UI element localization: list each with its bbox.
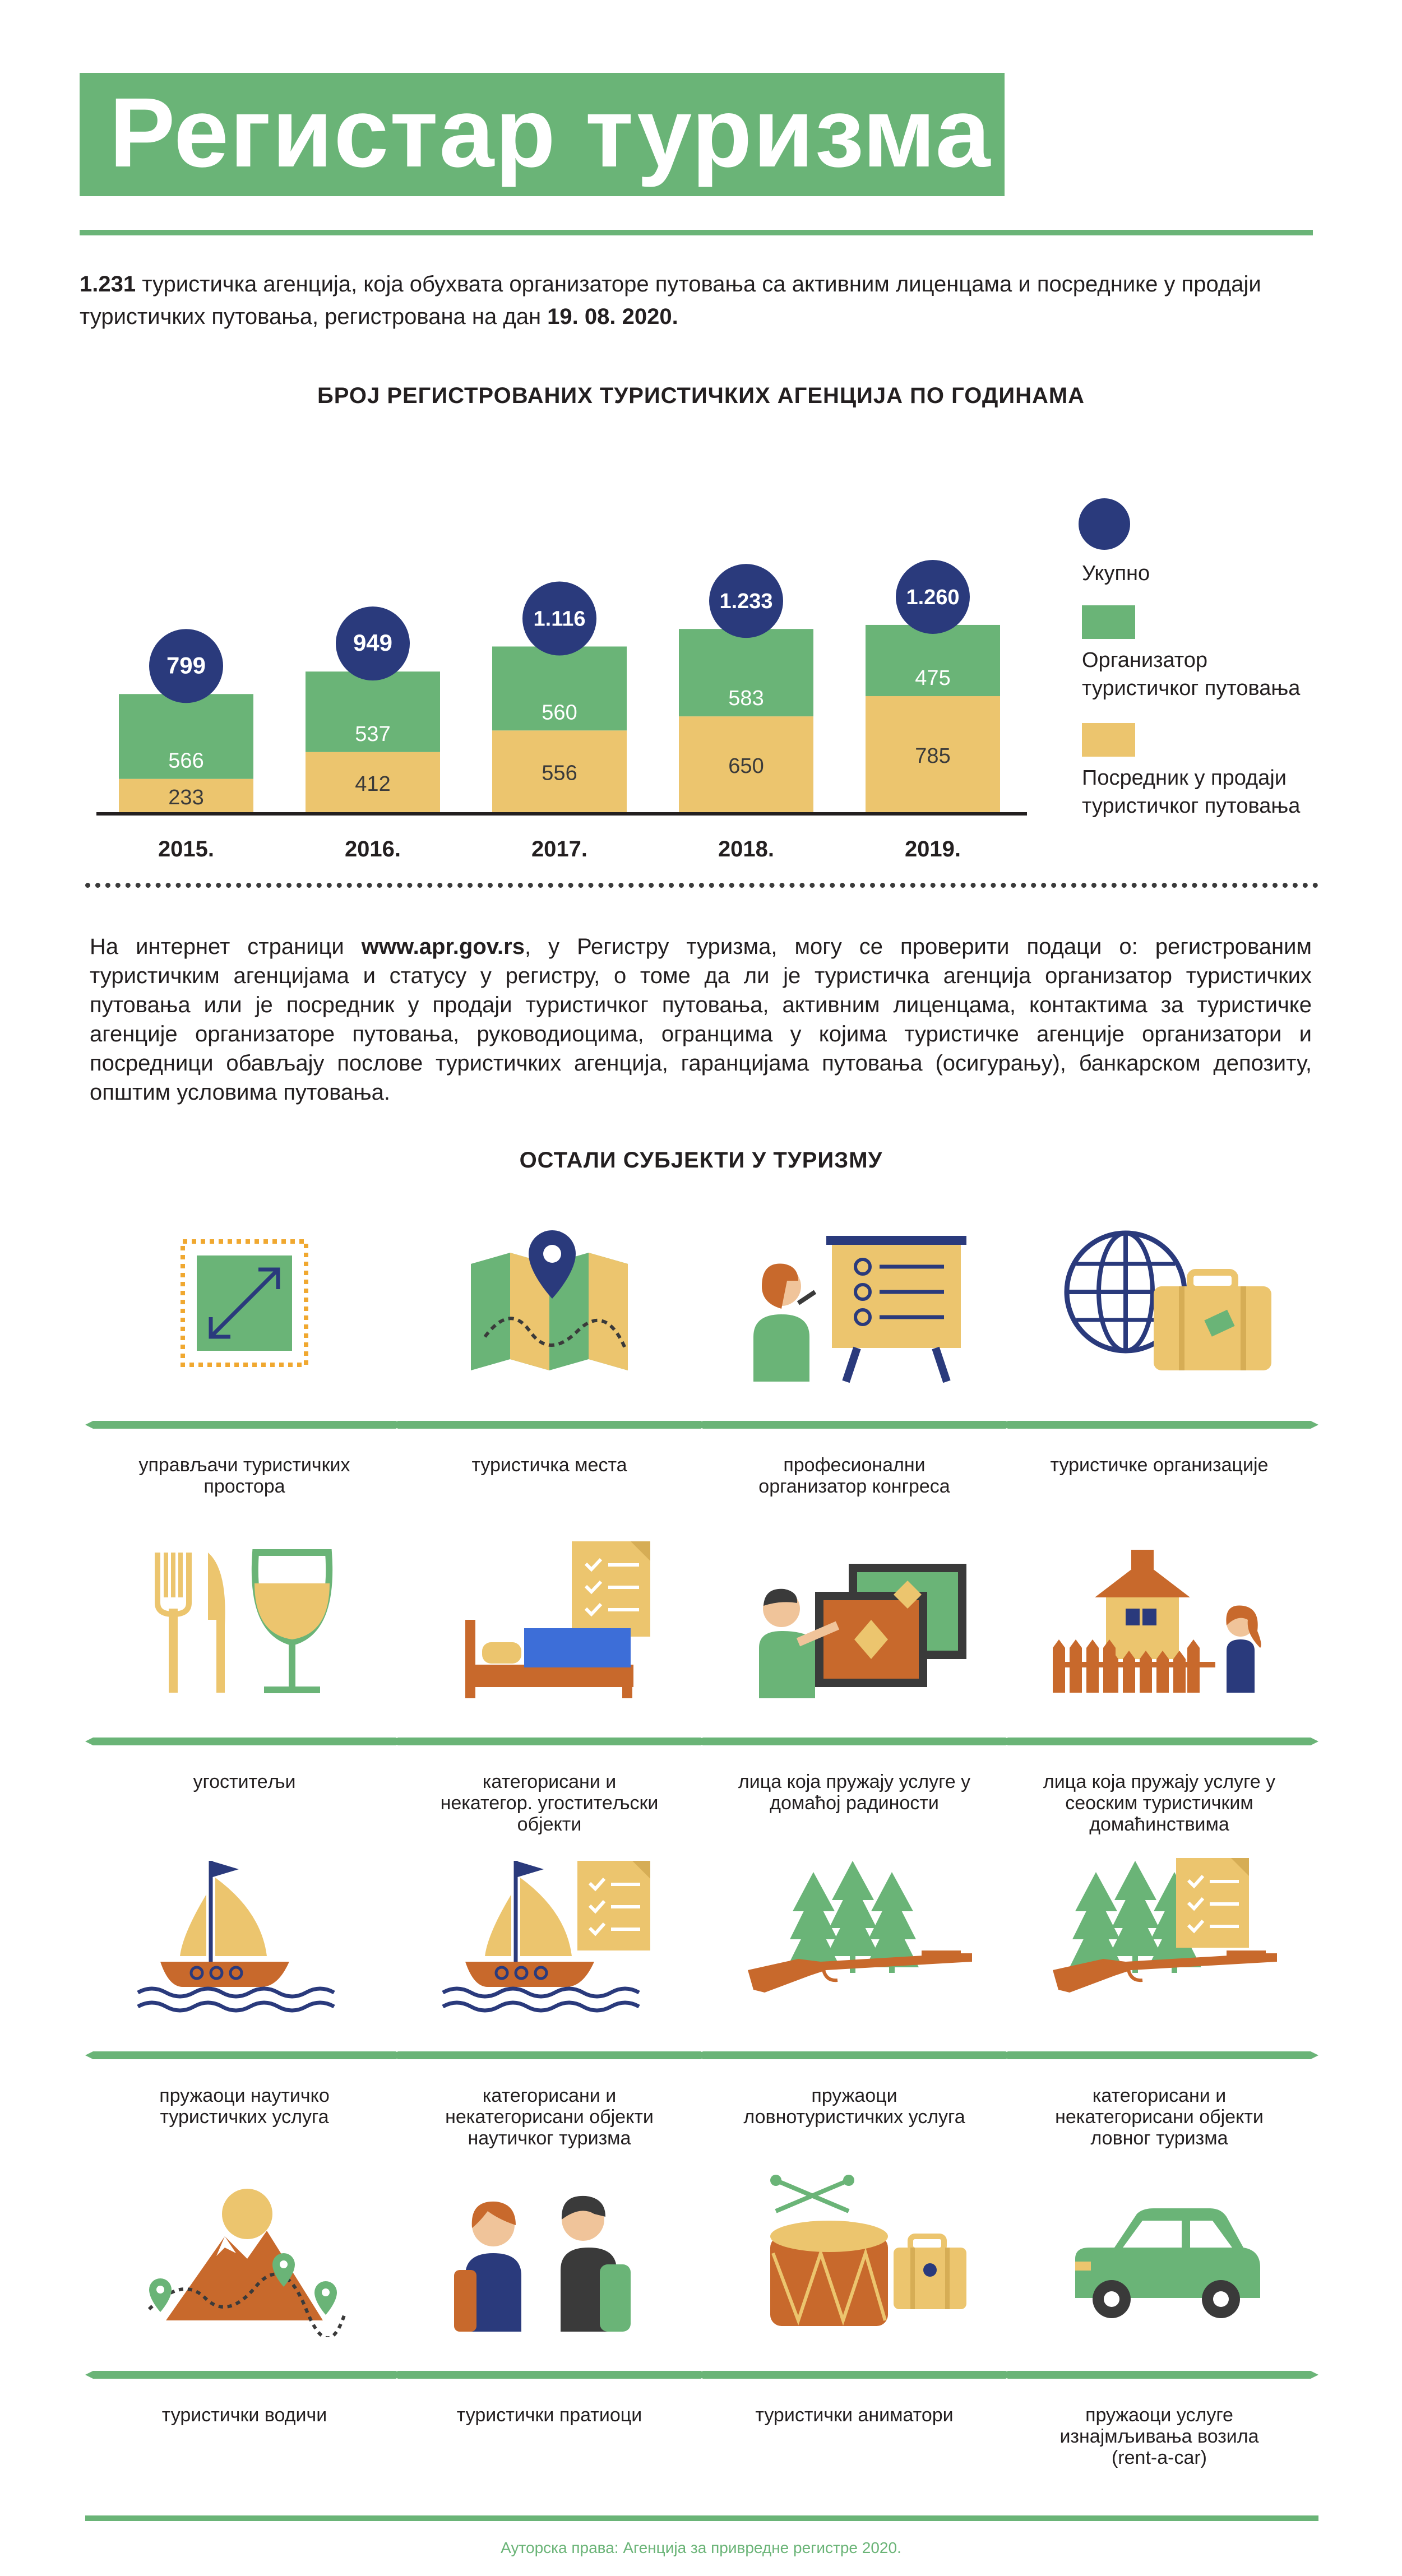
subject-divider: [1008, 2051, 1311, 2059]
info-paragraph: [90, 932, 1312, 1107]
chart-title: БРОЈ РЕГИСТРОВАНИХ ТУРИСТИЧКИХ АГЕНЦИЈА ПО ГОДИНАМА: [317, 383, 1085, 408]
subject-label: туристички аниматори: [755, 2404, 954, 2426]
legend-organizer-swatch: [1082, 605, 1135, 639]
page-title: Регистар туризма: [109, 78, 992, 188]
rural-house-icon: [1042, 1536, 1277, 1704]
map-pin-icon: [432, 1219, 667, 1387]
subject-label: туристички пратиоци: [456, 2404, 642, 2426]
x-tick-4: 2019.: [904, 837, 961, 861]
tour-companions-icon: [432, 2169, 667, 2337]
x-tick-1: 2016.: [344, 837, 401, 861]
section-title: ОСТАЛИ СУБЈЕКТИ У ТУРИЗМУ: [519, 1148, 883, 1173]
intro-count: 1.231: [80, 272, 136, 296]
subject-label: лица која пружају услуге у сеоским туристичким домаћинствима: [1043, 1771, 1276, 1835]
legend-agent-label: Посредник у продаји туристичког путовања: [1082, 766, 1301, 818]
label-organizer-4: 475: [915, 666, 951, 691]
x-tick-3: 2018.: [718, 837, 775, 861]
subject-label: угоститељи: [193, 1771, 296, 1792]
subject-divider: [1008, 1738, 1311, 1745]
subject-label: лица која пружају услуге у домаћој радиности: [738, 1771, 971, 1814]
footer-divider: [85, 2515, 1318, 2521]
para-post: , у Регистру туризма, могу се проверити подаци о: регистрованим туристичким агенцијама и статусу у регистру, о томе да ли је туристичка агенција организатор туристичких путовања или је посредник у продаји туристичког путовања, активним лиценцама, контактима за туристичке агенције организаторе путовања, руководиоцима, огранцима у којима туристичке агенције организатори и посредници обављају послове туристичких агенција, гаранцијама путовања (осигурању), банкарском депозиту, општим условима путовања.: [90, 934, 1312, 1105]
subject-label: професионални организатор конгреса: [758, 1454, 950, 1497]
congress-organizer-icon: [737, 1219, 972, 1387]
legend-organizer-label: Организатор туристичког путовања: [1082, 648, 1301, 700]
subject-label: категорисани и некатегорисани објекти ловног туризма: [1055, 2085, 1264, 2149]
subject-divider: [93, 1738, 396, 1745]
subject-divider: [703, 2371, 1006, 2379]
legend-agent-swatch: [1082, 723, 1135, 757]
sailboat-icon: [127, 1850, 362, 2018]
subject-label: пружаоци наутичко туристичких услуга: [159, 2085, 330, 2128]
label-total-3: 1.233: [719, 590, 773, 614]
label-agent-2: 556: [542, 761, 577, 785]
subject-divider: [1008, 1421, 1311, 1429]
label-organizer-3: 583: [728, 687, 764, 711]
subject-label: туристичке организације: [1050, 1454, 1269, 1476]
bed-checklist-icon: [432, 1536, 667, 1704]
intro-date: 19. 08. 2020.: [547, 304, 678, 329]
bar-chart: [0, 0, 1402, 874]
subject-divider: [703, 1421, 1006, 1429]
subject-divider: [703, 1738, 1006, 1745]
subject-divider: [93, 1421, 396, 1429]
area-manager-icon: [127, 1219, 362, 1387]
label-organizer-0: 566: [168, 749, 204, 773]
subject-divider: [703, 2051, 1006, 2059]
legend-total-label: Укупно: [1082, 562, 1150, 585]
globe-suitcase-icon: [1042, 1219, 1277, 1387]
label-organizer-1: 537: [355, 722, 391, 746]
subject-label: туристички водичи: [161, 2404, 327, 2426]
label-agent-3: 650: [728, 754, 764, 779]
x-tick-0: 2015.: [158, 837, 215, 861]
car-rental-icon: [1042, 2169, 1277, 2337]
apr-link[interactable]: www.apr.gov.rs: [361, 934, 525, 959]
subject-divider: [398, 1738, 701, 1745]
label-total-0: 799: [166, 652, 206, 679]
home-craft-icon: [737, 1536, 972, 1704]
dotted-divider: [85, 883, 1318, 888]
x-tick-2: 2017.: [531, 837, 588, 861]
subject-label: управљачи туристичких простора: [138, 1454, 350, 1497]
subject-label: категорисани и некатегор. угоститељски објекти: [440, 1771, 659, 1835]
label-total-1: 949: [353, 629, 393, 656]
rifle-forest-icon: [737, 1850, 972, 2018]
rifle-checklist-icon: [1042, 1850, 1277, 2018]
cutlery-wine-icon: [127, 1536, 362, 1704]
subject-label: туристичка места: [471, 1454, 627, 1476]
subject-label: пружаоци ловнотуристичких услуга: [743, 2085, 965, 2128]
subject-label: пружаоци услуге изнајмљивања возила (rent-a-car): [1059, 2404, 1259, 2468]
subject-divider: [93, 2051, 396, 2059]
label-agent-4: 785: [915, 744, 951, 768]
subject-divider: [398, 1421, 701, 1429]
mountain-guide-icon: [127, 2169, 362, 2337]
label-agent-1: 412: [355, 772, 391, 796]
sailboat-checklist-icon: [432, 1850, 667, 2018]
legend-total-swatch: [1079, 498, 1130, 550]
footer-copyright: Ауторска права: Агенција за привредне регистре 2020.: [501, 2539, 901, 2556]
label-total-4: 1.260: [906, 585, 960, 609]
subject-divider: [398, 2371, 701, 2379]
label-organizer-2: 560: [542, 701, 577, 725]
subject-divider: [398, 2051, 701, 2059]
label-agent-0: 233: [168, 785, 204, 809]
drum-animator-icon: [737, 2169, 972, 2337]
para-pre: На интернет страници: [90, 934, 362, 959]
intro-body: туристичка агенција, која обухвата организаторе путовања са активним лиценцама и посреднике у продаји туристичких путовања, регистрована на дан: [80, 272, 1261, 329]
subject-label: категорисани и некатегорисани објекти наутичког туризма: [445, 2085, 654, 2149]
subject-divider: [1008, 2371, 1311, 2379]
subject-divider: [93, 2371, 396, 2379]
label-total-2: 1.116: [533, 607, 586, 631]
